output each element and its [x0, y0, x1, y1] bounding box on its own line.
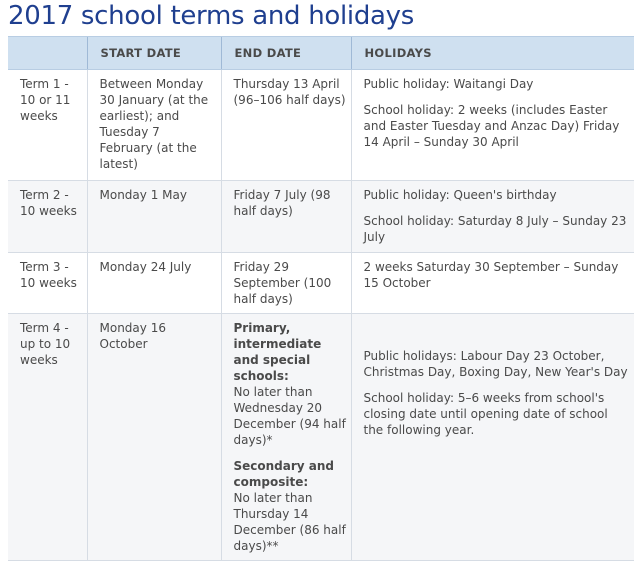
end-date-secondary-label: Secondary and composite:: [233, 459, 335, 489]
spacer: [364, 320, 631, 348]
header-end-date: END DATE: [221, 37, 351, 70]
header-start-date: START DATE: [87, 37, 221, 70]
term-cell: Term 1 - 10 or 11 weeks: [8, 70, 87, 181]
term-cell: Term 3 - 10 weeks: [8, 253, 87, 314]
holiday-text: Public holiday: Queen's birthday: [363, 188, 557, 202]
table-row: [8, 314, 634, 561]
holidays-cell: [351, 181, 634, 253]
terms-table: [8, 36, 634, 561]
holiday-text: 2 weeks Saturday 30 September – Sunday 15 October: [363, 260, 619, 290]
end-date-text: Friday 7 July (98 half days): [233, 188, 331, 218]
table-header-row: [8, 37, 634, 70]
end-date-primary-text: No later than Wednesday 20 December (94 half days)*: [233, 385, 346, 447]
start-date-cell: Monday 24 July: [87, 253, 221, 314]
header-holidays: HOLIDAYS: [351, 37, 634, 70]
end-date-cell: [221, 70, 351, 181]
header-term: [8, 37, 87, 70]
end-date-cell: [221, 181, 351, 253]
table-row: [8, 70, 634, 181]
holidays-cell: [351, 314, 634, 561]
holiday-text: School holiday: 2 weeks (includes Easter and Easter Tuesday and Anzac Day) Friday 14 April – Sunday 30 April: [363, 103, 620, 149]
term-cell: Term 4 - up to 10 weeks: [8, 314, 87, 561]
start-date-cell: Between Monday 30 January (at the earliest); and Tuesday 7 February (at the latest): [87, 70, 221, 181]
holiday-text: Public holidays: Labour Day 23 October, Christmas Day, Boxing Day, New Year's Day: [363, 349, 628, 379]
term-cell: Term 2 - 10 weeks: [8, 181, 87, 253]
end-date-primary-label: Primary, intermediate and special schools:: [233, 321, 322, 383]
end-date-text: Thursday 13 April (96–106 half days): [233, 77, 346, 107]
start-date-cell: Monday 16 October: [87, 314, 221, 561]
end-date-cell: [221, 253, 351, 314]
holiday-text: School holiday: Saturday 8 July – Sunday 23 July: [363, 214, 627, 244]
table-row: [8, 253, 634, 314]
end-date-secondary-text: No later than Thursday 14 December (86 half days)**: [233, 491, 346, 553]
holidays-cell: [351, 70, 634, 181]
table-row: [8, 181, 634, 253]
holiday-text: School holiday: 5–6 weeks from school's closing date until opening date of school the following year.: [363, 391, 608, 437]
holidays-cell: [351, 253, 634, 314]
page-title: 2017 school terms and holidays: [8, 1, 414, 31]
end-date-cell: [221, 314, 351, 561]
holiday-text: Public holiday: Waitangi Day: [363, 77, 534, 91]
end-date-text: Friday 29 September (100 half days): [233, 260, 332, 306]
start-date-cell: Monday 1 May: [87, 181, 221, 253]
